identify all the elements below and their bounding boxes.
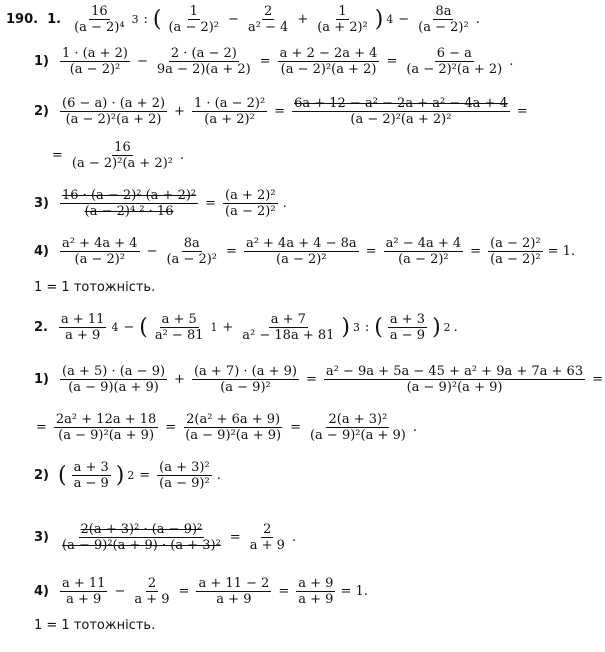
fraction: $\frac{\text{a² + 4a + 4}}{\text{(a − 2)²}}$ [62, 236, 138, 267]
exponent: 2 [443, 321, 451, 334]
p2-conclusion: 1 = 1 тотожність. [34, 618, 156, 633]
fraction: $\frac{(a + 7) \cdot (a + 9)}{\text{(a − 9)²}}$ [193, 364, 297, 395]
fraction: $\frac{8a}{\text{(a − 2)²}}$ [418, 4, 469, 35]
exponent: 3 [131, 13, 139, 26]
fraction: $\frac{\text{2(a + 3)²}}{\text{(a − 9)²(a + 9)}}$ [309, 412, 406, 443]
fraction: $\frac{\text{16 · (a − 2)² (a + 2)²}}{\text{(a − 2)⁴ ² · 16}}$ [62, 188, 197, 219]
fraction: $\frac{16}{\text{(a − 2)²(a + 2)²}}$ [71, 140, 173, 171]
p1-main-line: 190. 1. $\frac{16}{\text{(a − 2)⁴}}$ 3 : ( $\frac{1}{\text{(a − 2)²}}$ − $\frac{2}{\text{a² − 4}}$ + $\frac{1}{\text{(a + 2)²}}$ ) 4 − $\frac{8a}{\text{(a − 2)²}}$ . [6, 4, 480, 35]
fraction: $\frac{1}{\text{(a + 2)²}}$ [317, 4, 368, 35]
exponent: 4 [111, 321, 119, 334]
fraction: $\frac{a + 7}{\text{a² − 18a + 81}}$ [242, 312, 335, 343]
fraction: $\frac{2 \cdot (a - 2)}{9a - 2)(a + 2)}$ [156, 46, 251, 77]
problem-number: 190. [6, 12, 39, 27]
p1-conclusion: 1 = 1 тотожність. [34, 280, 156, 295]
result: = 1. [340, 584, 368, 599]
fraction: $\frac{a + 11}{a + 9}$ [62, 576, 106, 607]
fraction: $\frac{\text{(a + 2)²}}{\text{(a − 2)²}}$ [225, 188, 276, 219]
p2-step2: 2) ( $\frac{a + 3}{a - 9}$ ) 2 = $\frac{\text{(a + 3)²}}{\text{(a − 9)²}}$ . [34, 460, 221, 491]
p2-step3: 3) $\frac{\text{2(a + 3)² · (a − 9)²}}{\text{(a − 9)²(a + 9) · (a + 3)²}}$ = $\frac{2}{a + 9}$ . [34, 522, 297, 553]
fraction: $\frac{\text{6a + 12 − a² − 2a + a² − 4a + 4}}{\text{(a − 2)²(a + 2)²}}$ [294, 96, 508, 127]
fraction: $\frac{8a}{\text{(a − 2)²}}$ [166, 236, 218, 267]
step-label: 3) [34, 530, 49, 545]
p1-step2: 2) $\frac{(6 - a) \cdot (a + 2)}{\text{(a − 2)²(a + 2)}}$ + $\frac{\text{1 · (a − 2)²}}{\text{(a + 2)²}}$ = $\frac{\text{6a + 12 − a² − 2a + a² − 4a + 4}}{\text{(a − 2)²(a + 2)²}}$ = [34, 96, 528, 127]
exponent: 3 [353, 321, 360, 334]
fraction: $\frac{a + 3}{a - 9}$ [73, 460, 109, 491]
exponent: 2 [127, 469, 135, 482]
fraction: $\frac{1 \cdot (a + 2)}{\text{(a − 2)²}}$ [62, 46, 128, 77]
step-label: 1) [34, 372, 49, 387]
p1-step1: 1) $\frac{1 \cdot (a + 2)}{\text{(a − 2)²}}$ − $\frac{2 \cdot (a - 2)}{9a - 2)(a + 2)}$ = $\frac{a + 2 - 2a + 4}{\text{(a − 2)²(a + 2)}}$ = $\frac{6 - a}{\text{(a − 2)²(a + 2)}}$ . [34, 46, 514, 77]
fraction: $\frac{\text{2(a + 3)² · (a − 9)²}}{\text{(a − 9)²(a + 9) · (a + 3)²}}$ [62, 522, 221, 553]
fraction: $\frac{6 - a}{\text{(a − 2)²(a + 2)}}$ [406, 46, 503, 77]
p2-step4: 4) $\frac{a + 11}{a + 9}$ − $\frac{2}{a + 9}$ = $\frac{a + 11 - 2}{a + 9}$ = $\frac{a + 9}{a + 9}$ = 1. [34, 576, 368, 607]
step-label: 2) [34, 468, 49, 483]
fraction: $\frac{\text{2(a² + 6a + 9)}}{\text{(a − 9)²(a + 9)}}$ [185, 412, 282, 443]
p2-step1-cont: = $\frac{\text{2a² + 12a + 18}}{\text{(a − 9)²(a + 9)}}$ = $\frac{\text{2(a² + 6a + 9)}}{\text{(a − 9)²(a + 9)}}$ = $\frac{\text{2(a + 3)²}}{\text{(a − 9)²(a + 9)}}$ . [36, 412, 417, 443]
fraction: $\frac{\text{(a − 2)²}}{\text{(a − 2)²}}$ [490, 236, 541, 267]
fraction: $\frac{2}{a + 9}$ [249, 522, 285, 553]
p1-step3: 3) $\frac{\text{16 · (a − 2)² (a + 2)²}}{\text{(a − 2)⁴ ² · 16}}$ = $\frac{\text{(a + 2)²}}{\text{(a − 2)²}}$ . [34, 188, 287, 219]
fraction: $\frac{a + 5}{\text{a² − 81}}$ [154, 312, 204, 343]
step-label: 2) [34, 104, 49, 119]
fraction: $\frac{16}{\text{(a − 2)⁴}}$ [74, 4, 125, 35]
fraction: $\frac{2}{\text{a² − 4}}$ [247, 4, 289, 35]
step-label: 1) [34, 54, 49, 69]
p2-step1: 1) $\frac{(a + 5) \cdot (a - 9)}{(a - 9)(a + 9)}$ + $\frac{(a + 7) \cdot (a + 9)}{\text{(a − 9)²}}$ = $\frac{\text{a² − 9a + 5a − 45 + a² + 9a + 7a + 63}}{\text{(a − 9)²(a + 9)}}$ = [34, 364, 604, 395]
fraction: $\frac{\text{(a + 3)²}}{\text{(a − 9)²}}$ [159, 460, 210, 491]
part1-label: 1. [47, 12, 62, 27]
exponent: 1 [210, 321, 218, 334]
fraction: $\frac{\text{a² − 4a + 4}}{\text{(a − 2)²}}$ [385, 236, 462, 267]
result: = 1. [547, 244, 576, 259]
step-label: 3) [34, 196, 49, 211]
p1-step2-cont: = $\frac{16}{\text{(a − 2)²(a + 2)²}}$ . [52, 140, 185, 171]
fraction: $\frac{\text{2a² + 12a + 18}}{\text{(a − 9)²(a + 9)}}$ [55, 412, 157, 443]
p1-step4: 4) $\frac{\text{a² + 4a + 4}}{\text{(a − 2)²}}$ − $\frac{8a}{\text{(a − 2)²}}$ = $\frac{\text{a² + 4a + 4 − 8a}}{\text{(a − 2)²}}$ = $\frac{\text{a² − 4a + 4}}{\text{(a − 2)²}}$ = $\frac{\text{(a − 2)²}}{\text{(a − 2)²}}$ = 1. [34, 236, 576, 267]
fraction: $\frac{a + 11 - 2}{a + 9}$ [198, 576, 270, 607]
fraction: $\frac{\text{a² − 9a + 5a − 45 + a² + 9a + 7a + 63}}{\text{(a − 9)²(a + 9)}}$ [325, 364, 584, 395]
fraction: $\frac{a + 2 - 2a + 4}{\text{(a − 2)²(a + 2)}}$ [279, 46, 378, 77]
fraction: $\frac{(a + 5) \cdot (a - 9)}{(a - 9)(a + 9)}$ [62, 364, 166, 395]
fraction: $\frac{a + 11}{a + 9}$ [60, 312, 105, 343]
fraction: $\frac{2}{a + 9}$ [134, 576, 170, 607]
fraction: $\frac{1}{\text{(a − 2)²}}$ [168, 4, 220, 35]
fraction: $\frac{a + 9}{a + 9}$ [298, 576, 334, 607]
fraction: $\frac{(6 - a) \cdot (a + 2)}{\text{(a − 2)²(a + 2)}}$ [62, 96, 166, 127]
fraction: $\frac{\text{1 · (a − 2)²}}{\text{(a + 2)²}}$ [193, 96, 266, 127]
part2-label: 2. [34, 320, 48, 335]
fraction: $\frac{\text{a² + 4a + 4 − 8a}}{\text{(a − 2)²}}$ [245, 236, 357, 267]
step-label: 4) [34, 584, 49, 599]
step-label: 4) [34, 244, 49, 259]
p2-main-line: 2. $\frac{a + 11}{a + 9}$ 4 − ( $\frac{a + 5}{\text{a² − 81}}$ 1 + $\frac{a + 7}{\text{a² − 18a + 81}}$ ) 3 : ( $\frac{a + 3}{a - 9}$ ) 2 . [34, 312, 458, 343]
fraction: $\frac{a + 3}{a - 9}$ [389, 312, 426, 343]
exponent: 4 [386, 13, 394, 26]
